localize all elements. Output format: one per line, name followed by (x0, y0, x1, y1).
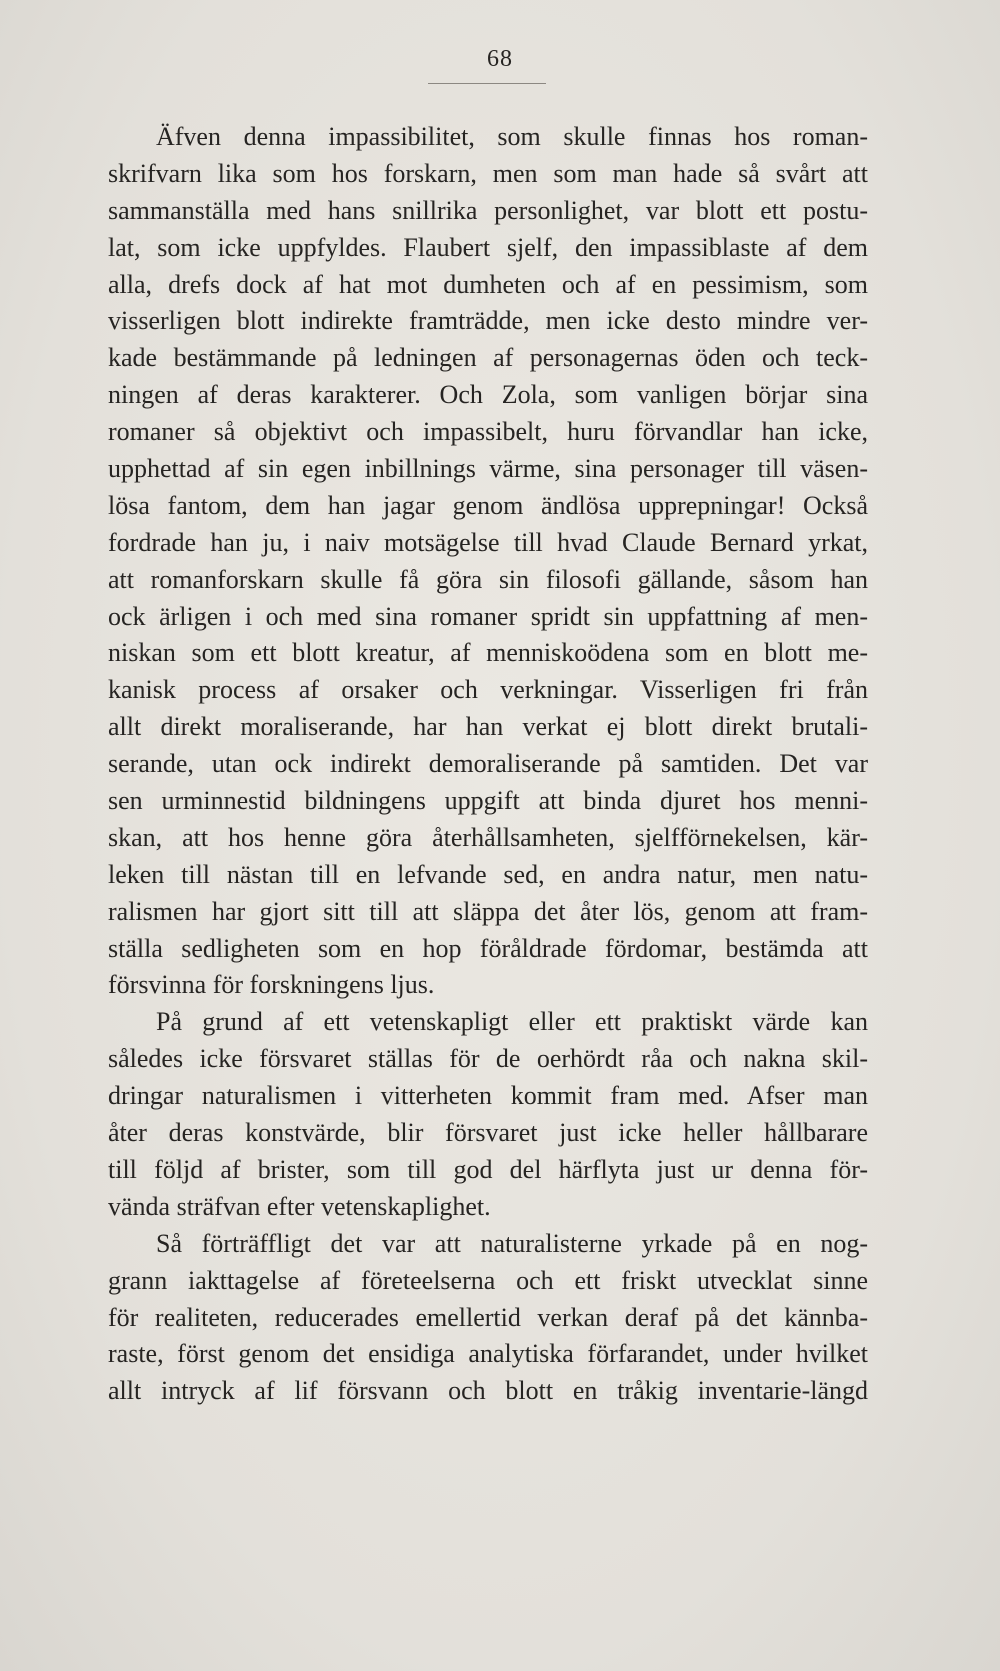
text-line: sen urminnestid bildningens uppgift att binda djuret hos menni- (108, 786, 868, 816)
text-line: kade bestämmande på ledningen af personagernas öden och teck- (108, 343, 868, 373)
text-line: serande, utan ock indirekt demoraliserande på samtiden. Det var (108, 749, 868, 779)
text-line: fordrade han ju, i naiv motsägelse till hvad Claude Bernard yrkat, (108, 527, 868, 557)
text-line: ock ärligen i och med sina romaner spridt sin uppfattning af men- (108, 601, 868, 631)
text-line: att romanforskarn skulle få göra sin filosofi gällande, såsom han (108, 564, 868, 594)
header-rule (428, 83, 546, 84)
text-line: skan, att hos henne göra återhållsamheten, sjelfförnekelsen, kär- (108, 822, 868, 852)
text-line: niskan som ett blott kreatur, af menniskoödena som en blott me- (108, 638, 868, 668)
text-line: till följd af brister, som till god del härflyta just ur denna för- (108, 1154, 868, 1184)
text-line: åter deras konstvärde, blir försvaret just icke heller hållbarare (108, 1118, 868, 1148)
text-line: sammanställa med hans snillrika personlighet, var blott ett postu- (108, 195, 868, 225)
text-line: allt intryck af lif försvann och blott en tråkig inventarie-längd (108, 1376, 868, 1406)
text-line: ralismen har gjort sitt till att släppa det åter lös, genom att fram- (108, 896, 868, 926)
text-line: lösa fantom, dem han jagar genom ändlösa upprepningar! Också (108, 490, 868, 520)
text-line: för realiteten, reducerades emellertid verkan deraf på det kännba- (108, 1302, 868, 1332)
text-line: upphettad af sin egen inbillnings värme, sina personager till väsen- (108, 454, 868, 484)
text-line: skrifvarn lika som hos forskarn, men som man hade så svårt att (108, 158, 868, 188)
text-line: vända sträfvan efter vetenskaplighet. (108, 1191, 491, 1221)
text-line: grann iakttagelse af företeelserna och ett friskt utvecklat sinne (108, 1265, 868, 1295)
text-line: kanisk process af orsaker och verkningar. Visserligen fri från (108, 675, 868, 705)
text-line: således icke försvaret ställas för de oerhördt råa och nakna skil- (108, 1044, 868, 1074)
text-line: raste, först genom det ensidiga analytiska förfarandet, under hvilket (108, 1339, 868, 1369)
text-line: Så förträffligt det var att naturalisterne yrkade på en nog- (156, 1228, 868, 1258)
text-line: lat, som icke uppfyldes. Flaubert sjelf, den impassiblaste af dem (108, 232, 868, 262)
text-line: alla, drefs dock af hat mot dumheten och af en pessimism, som (108, 269, 868, 299)
text-line: ställa sedligheten som en hop föråldrade fördomar, bestämda att (108, 933, 868, 963)
text-line: allt direkt moraliserande, har han verkat ej blott direkt brutali- (108, 712, 868, 742)
text-line: Äfven denna impassibilitet, som skulle finnas hos roman- (156, 122, 868, 151)
text-line: romaner så objektivt och impassibelt, huru förvandlar han icke, (108, 417, 868, 447)
body-text (108, 119, 868, 1410)
text-line: leken till nästan till en lefvande sed, en andra natur, men natu- (108, 859, 868, 889)
page-number: 68 (487, 46, 513, 72)
text-line: dringar naturalismen i vitterheten kommit fram med. Afser man (108, 1081, 868, 1111)
text-line: ningen af deras karakterer. Och Zola, som vanligen börjar sina (108, 380, 868, 410)
text-line: På grund af ett vetenskapligt eller ett praktiskt värde kan (156, 1007, 868, 1037)
text-line: visserligen blott indirekte framträdde, men icke desto mindre ver- (108, 306, 868, 336)
text-line: försvinna för forskningens ljus. (108, 970, 435, 1000)
